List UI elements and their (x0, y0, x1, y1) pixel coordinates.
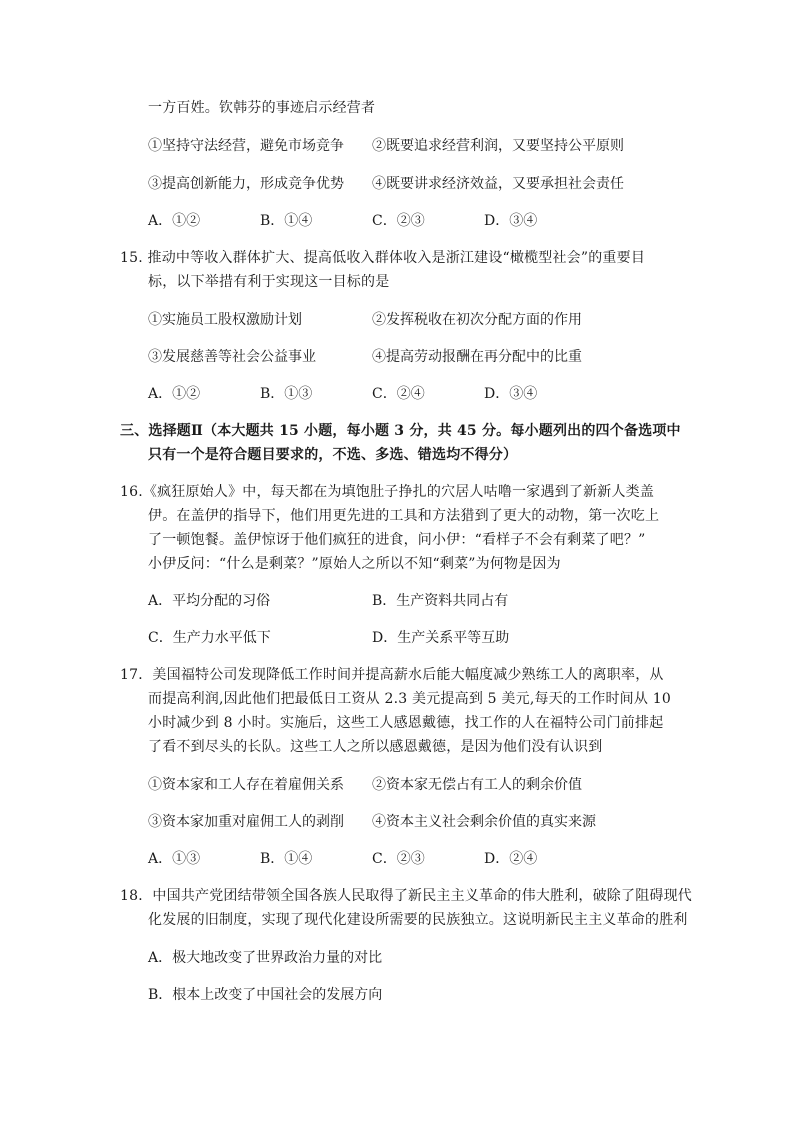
statement-1: ①坚持守法经营，避免市场竞争 (148, 138, 344, 154)
statement-2: ②既要追求经营利润，又要坚持公平原则 (372, 138, 624, 154)
question-15-stem: 15. 推动中等收入群体扩大、提高低收入群体收入是浙江建设“橄榄型社会”的重要目 (120, 250, 646, 266)
choice-a: A．平均分配的习俗 (148, 593, 271, 609)
question-16-stem-cont: 伊。在盖伊的指导下，他们用更先进的工具和方法猎到了更大的动物，第一次吃上 (148, 508, 660, 524)
choice-b: B．根本上改变了中国社会的发展方向 (148, 987, 383, 1003)
choice-a: A．①② (148, 213, 201, 229)
question-16-stem-cont: 小伊反问：“什么是剩菜？”原始人之所以不知“剩菜”为何物是因为 (148, 556, 561, 572)
statement-2: ②发挥税收在初次分配方面的作用 (372, 312, 582, 328)
choice-d: D．③④ (484, 213, 538, 229)
choice-d: D．②④ (484, 851, 538, 867)
choice-c: C．生产力水平低下 (148, 630, 271, 646)
choice-c: C．②③ (372, 213, 425, 229)
question-18-stem: 18．中国共产党团结带领全国各族人民取得了新民主主义革命的伟大胜利，破除了阻碍现代 (120, 888, 693, 904)
question-17-stem-cont: 小时减少到 8 小时。实施后，这些工人感恩戴德，找工作的人在福特公司门前排起 (148, 715, 664, 731)
question-18-stem-cont: 化发展的旧制度，实现了现代化建设所需要的民族独立。这说明新民主主义革命的胜利 (148, 912, 688, 928)
question-16-stem: 16.《疯狂原始人》中，每天都在为填饱肚子挣扎的穴居人咕噜一家遇到了新新人类盖 (120, 484, 655, 500)
choice-b: B．①④ (260, 851, 313, 867)
choice-b: B．生产资料共同占有 (372, 593, 509, 609)
question-15-stem-cont: 标，以下举措有利于实现这一目标的是 (148, 274, 390, 290)
choice-a: A．极大地改变了世界政治力量的对比 (148, 950, 383, 966)
choice-b: B．①③ (260, 386, 313, 402)
statement-4: ④资本主义社会剩余价值的真实来源 (372, 814, 596, 830)
choice-a: A．①② (148, 386, 201, 402)
question-17-stem-cont: 而提高利润,因此他们把最低日工资从 2.3 美元提高到 5 美元,每天的工作时间从 10 (148, 691, 671, 707)
statement-2: ②资本家无偿占有工人的剩余价值 (372, 777, 582, 793)
choice-d: D．生产关系平等互助 (372, 630, 510, 646)
question-17-stem: 17．美国福特公司发现降低工作时间并提高薪水后能大幅度减少熟练工人的离职率，从 (120, 667, 664, 683)
question-16-stem-cont: 了一顿饱餐。盖伊惊讶于他们疯狂的进食，问小伊：“看样子不会有剩菜了吧？” (148, 532, 646, 548)
section-heading-cont: 只有一个是符合题目要求的，不选、多选、错选均不得分） (148, 447, 518, 463)
statement-4: ④既要讲求经济效益，又要承担社会责任 (372, 176, 624, 192)
question-17-stem-cont: 了看不到尽头的长队。这些工人之所以感恩戴德，是因为他们没有认识到 (148, 739, 603, 755)
statement-1: ①实施员工股权激励计划 (148, 312, 302, 328)
statement-3: ③发展慈善等社会公益事业 (148, 349, 316, 365)
statement-1: ①资本家和工人存在着雇佣关系 (148, 777, 344, 793)
statement-4: ④提高劳动报酬在再分配中的比重 (372, 349, 582, 365)
choice-b: B．①④ (260, 213, 313, 229)
choice-a: A．①③ (148, 851, 201, 867)
section-heading: 三、选择题Ⅱ（本大题共 15 小题，每小题 3 分，共 45 分。每小题列出的四个备选项中 (120, 423, 681, 439)
question-14-tail: 一方百姓。钦韩芬的事迹启示经营者 (148, 100, 376, 116)
choice-d: D．③④ (484, 386, 538, 402)
choice-c: C．②④ (372, 386, 425, 402)
statement-3: ③提高创新能力，形成竞争优势 (148, 176, 344, 192)
statement-3: ③资本家加重对雇佣工人的剥削 (148, 814, 344, 830)
choice-c: C．②③ (372, 851, 425, 867)
